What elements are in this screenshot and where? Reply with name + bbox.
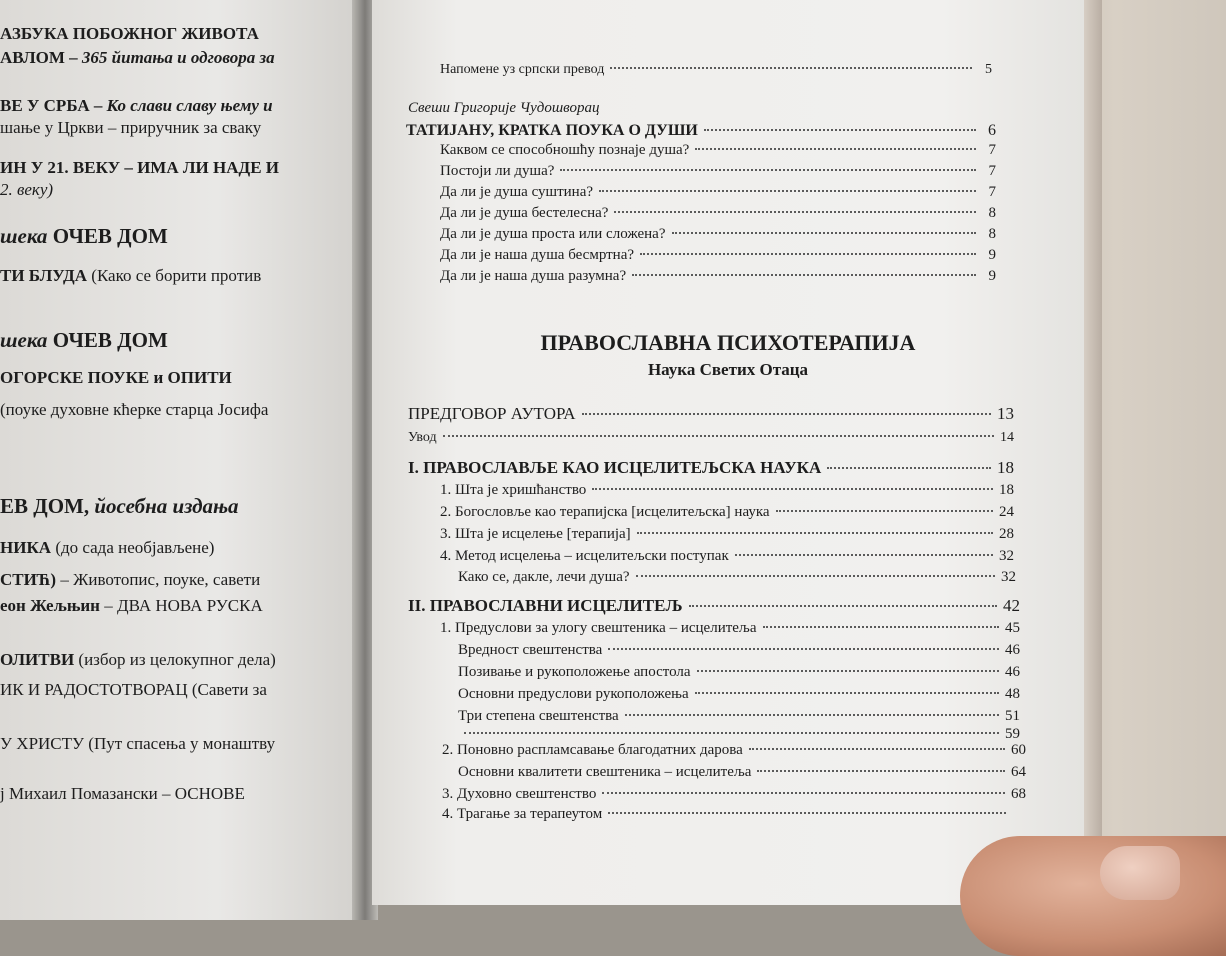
toc-leader-dots bbox=[695, 148, 976, 150]
toc-entry-title: Вредност свештенства bbox=[458, 642, 603, 658]
toc-entry bbox=[442, 786, 1026, 803]
toc-entry-page: 45 bbox=[1005, 620, 1020, 636]
left-page-line bbox=[0, 96, 273, 116]
toc-entry-page: 7 bbox=[988, 184, 996, 200]
toc-leader-dots bbox=[697, 670, 999, 672]
left-page-line-segment: шање у Цркви – приручник за сваку bbox=[0, 118, 262, 137]
toc-entry bbox=[440, 526, 1014, 543]
toc-entry-page: 13 bbox=[997, 404, 1014, 423]
toc-entry-page: 24 bbox=[999, 504, 1014, 520]
left-page-line-segment: СТИЋ) bbox=[0, 570, 57, 589]
toc-subentry bbox=[440, 226, 996, 243]
left-page-line-segment: 2. веку) bbox=[0, 180, 54, 199]
thumbnail bbox=[1100, 846, 1180, 900]
toc-entry bbox=[440, 620, 1020, 637]
toc-subentry bbox=[440, 247, 996, 264]
left-page-line bbox=[0, 784, 245, 804]
left-page-line-segment: ј Михаил Помазански – ОСНОВЕ bbox=[0, 784, 245, 803]
right-page bbox=[372, 0, 1084, 905]
toc-entry bbox=[408, 458, 1014, 478]
toc-leader-dots bbox=[749, 748, 1005, 750]
left-page-line-segment: ОГОРСКЕ ПОУКЕ и ОПИТИ bbox=[0, 368, 232, 387]
toc-entry-page: 9 bbox=[988, 268, 996, 284]
toc-entry-page: 8 bbox=[988, 205, 996, 221]
toc-entry-title: 3. Духовно свештенство bbox=[442, 786, 597, 802]
toc-leader-dots bbox=[672, 232, 977, 234]
toc-entry-title: 2. Богословље као терапијска [исцелитељска] наука bbox=[440, 504, 770, 520]
toc-leader-dots bbox=[689, 605, 998, 607]
left-page-line bbox=[0, 180, 53, 200]
toc-entry-page: 9 bbox=[988, 247, 996, 263]
toc-leader-dots bbox=[464, 732, 999, 734]
toc-entry-tatijanu bbox=[406, 122, 996, 140]
toc-entry bbox=[458, 642, 1020, 659]
toc-entry-page: 7 bbox=[988, 163, 996, 179]
toc-entry-title: ТАТИЈАНУ, КРАТКА ПОУКА О ДУШИ bbox=[406, 122, 698, 139]
toc-leader-dots bbox=[582, 413, 991, 415]
toc-entry-page: 7 bbox=[988, 142, 996, 158]
toc-entry-title: Како се, дакле, лечи душа? bbox=[458, 569, 630, 585]
left-page-line-segment: – ДВА НОВА РУСКА bbox=[99, 596, 263, 615]
toc-entry-page: 8 bbox=[988, 226, 996, 242]
toc-entry-title: Три степена свештенства bbox=[458, 708, 619, 724]
toc-entry-page: 51 bbox=[1005, 708, 1020, 724]
toc-entry-notes bbox=[440, 62, 992, 78]
left-page-line-segment: йосебна издања bbox=[94, 494, 239, 518]
toc-leader-dots bbox=[757, 770, 1005, 772]
toc-entry-title: Позивање и рукоположење апостола bbox=[458, 664, 691, 680]
left-page-line bbox=[0, 650, 276, 670]
toc-entry-page: 42 bbox=[1003, 596, 1020, 615]
toc-entry bbox=[440, 548, 1014, 565]
toc-entry-page: 5 bbox=[985, 62, 992, 77]
left-page-line bbox=[0, 158, 279, 178]
toc-entry-title: II. ПРАВОСЛАВНИ ИСЦЕЛИТЕЉ bbox=[408, 596, 683, 615]
toc-entry-title: Да ли је душа проста или сложена? bbox=[440, 226, 666, 242]
toc-entry bbox=[408, 596, 1020, 616]
left-page-line-segment: АВЛОМ – bbox=[0, 48, 82, 67]
toc-leader-dots bbox=[636, 575, 995, 577]
left-page-line-segment: ОЧЕВ ДОМ bbox=[52, 328, 168, 352]
toc-entry bbox=[408, 430, 1014, 446]
toc-leader-dots bbox=[632, 274, 976, 276]
toc-entry-page: 46 bbox=[1005, 642, 1020, 658]
thumb bbox=[960, 836, 1226, 956]
toc-entry-title: Основни предуслови рукоположења bbox=[458, 686, 689, 702]
left-page-line-segment: еон Жељњин bbox=[0, 596, 100, 615]
left-page-line bbox=[0, 734, 275, 754]
toc-leader-dots bbox=[608, 648, 999, 650]
left-page-line bbox=[0, 118, 261, 138]
toc-leader-dots bbox=[695, 692, 999, 694]
left-page-line bbox=[0, 224, 168, 249]
toc-leader-dots bbox=[592, 488, 993, 490]
left-page-line-segment: шека bbox=[0, 328, 53, 352]
left-page-line bbox=[0, 368, 232, 388]
toc-entry-title: ПРЕДГОВОР АУТОРА bbox=[408, 404, 576, 423]
toc-leader-dots bbox=[763, 626, 1000, 628]
toc-entry-page: 68 bbox=[1011, 786, 1026, 802]
toc-entry bbox=[458, 708, 1020, 725]
toc-leader-dots bbox=[614, 211, 976, 213]
toc-entry-page: 18 bbox=[997, 458, 1014, 477]
left-page-line-segment: НИКА bbox=[0, 538, 52, 557]
left-page-line bbox=[0, 538, 214, 558]
section-subtitle: Наука Светих Отаца bbox=[647, 360, 809, 379]
left-page-line-segment: (Како се борити против bbox=[87, 266, 262, 285]
toc-entry-page: 48 bbox=[1005, 686, 1020, 702]
toc-entry-title: 4. Трагање за терапеутом bbox=[442, 806, 603, 822]
toc-entry-title: 3. Шта је исцелење [терапија] bbox=[440, 526, 631, 542]
toc-entry bbox=[458, 726, 1020, 743]
left-page-line-segment: ВЕ У СРБА – bbox=[0, 96, 107, 115]
left-page-line-segment: шека bbox=[0, 224, 53, 248]
toc-entry-title: Постоји ли душа? bbox=[440, 163, 555, 179]
toc-leader-dots bbox=[610, 67, 972, 69]
toc-entry-title: Да ли је душа суштина? bbox=[440, 184, 594, 200]
toc-entry-title: 1. Предуслови за улогу свештеника – исцелитеља bbox=[440, 620, 757, 636]
left-page-line-segment: ОЛИТВИ bbox=[0, 650, 75, 669]
left-page-line-segment: (до сада необјављене) bbox=[51, 538, 215, 557]
left-page-line bbox=[0, 570, 260, 590]
left-page-line bbox=[0, 266, 261, 286]
toc-entry-page: 18 bbox=[999, 482, 1014, 498]
left-page-line-segment: 365 йитања и одговора за bbox=[81, 48, 275, 67]
left-page-line bbox=[0, 680, 267, 700]
toc-leader-dots bbox=[827, 467, 991, 469]
toc-entry-page: 6 bbox=[988, 122, 996, 139]
toc-entry-page: 46 bbox=[1005, 664, 1020, 680]
left-page-line bbox=[0, 328, 168, 353]
toc-subentry bbox=[440, 205, 996, 222]
toc-leader-dots bbox=[735, 554, 993, 556]
left-page-line-segment: У ХРИСТУ (Пут спасења у монаштву bbox=[0, 734, 276, 753]
toc-entry bbox=[440, 504, 1014, 521]
toc-entry-title: Увод bbox=[408, 430, 437, 445]
left-page-line-segment: ИН У 21. ВЕКУ – ИМА ЛИ НАДЕ И bbox=[0, 158, 280, 177]
left-page-line-segment: – Животопис, поуке, савети bbox=[56, 570, 261, 589]
toc-entry bbox=[440, 482, 1014, 499]
left-page-line-segment: (избор из целокупног дела) bbox=[74, 650, 276, 669]
toc-entry bbox=[408, 404, 1014, 424]
toc-entry-page: 64 bbox=[1011, 764, 1026, 780]
left-page-line bbox=[0, 48, 275, 68]
toc-entry-title: Основни квалитети свештеника – исцелитеља bbox=[458, 764, 752, 780]
section-title: ПРАВОСЛАВНА ПСИХОТЕРАПИЈА bbox=[540, 330, 916, 355]
toc-subentry bbox=[440, 184, 996, 201]
toc-subentry bbox=[440, 268, 996, 285]
left-page-line bbox=[0, 400, 268, 420]
toc-entry-title: Каквом се способношћу познаје душа? bbox=[440, 142, 690, 158]
toc-entry bbox=[442, 742, 1026, 759]
toc-entry-page: 32 bbox=[999, 548, 1014, 564]
toc-entry-page: 28 bbox=[999, 526, 1014, 542]
toc-entry bbox=[442, 806, 1026, 823]
toc-entry-page: 14 bbox=[1000, 430, 1014, 445]
toc-entry-title: 4. Метод исцелења – исцелитељски поступак bbox=[440, 548, 729, 564]
left-page bbox=[0, 0, 362, 920]
toc-subentry bbox=[440, 142, 996, 159]
toc-leader-dots bbox=[625, 714, 999, 716]
left-page-line bbox=[0, 24, 259, 44]
toc-leader-dots bbox=[776, 510, 993, 512]
left-page-line-segment: ЕВ ДОМ, bbox=[0, 494, 95, 518]
toc-entry bbox=[458, 569, 1016, 586]
toc-entry bbox=[458, 764, 1026, 781]
toc-subentry bbox=[440, 163, 996, 180]
toc-entry-title: 1. Шта је хришћанство bbox=[440, 482, 587, 498]
toc-entry-page: 32 bbox=[1001, 569, 1016, 585]
toc-entry-title: Да ли је наша душа бесмртна? bbox=[440, 247, 635, 263]
toc-entry bbox=[458, 686, 1020, 703]
left-page-line-segment: Ко слави славу њему и bbox=[106, 96, 273, 115]
toc-leader-dots bbox=[640, 253, 976, 255]
toc-entry-title: I. ПРАВОСЛАВЉЕ КАО ИСЦЕЛИТЕЉСКА НАУКА bbox=[408, 458, 822, 477]
toc-entry-page: 60 bbox=[1011, 742, 1026, 758]
left-page-line-segment: ИК И РАДОСТОТВОРАЦ (Савети за bbox=[0, 680, 267, 699]
toc-entry-title: 2. Поновно распламсавање благодатних дарова bbox=[442, 742, 743, 758]
toc-leader-dots bbox=[560, 169, 976, 171]
left-page-line-segment: ОЧЕВ ДОМ bbox=[52, 224, 168, 248]
toc-entry-title: Напомене уз српски превод bbox=[440, 62, 605, 77]
left-page-line-segment: ТИ БЛУДА bbox=[0, 266, 88, 285]
toc-leader-dots bbox=[443, 435, 994, 437]
toc-entry-page: 59 bbox=[1005, 726, 1020, 742]
toc-entry-title: Да ли је душа бестелесна? bbox=[440, 205, 609, 221]
toc-leader-dots bbox=[599, 190, 976, 192]
toc-entry bbox=[458, 664, 1020, 681]
left-page-line bbox=[0, 494, 239, 519]
left-page-line-segment: АЗБУКА ПОБОЖНОГ ЖИВОТА bbox=[0, 24, 259, 43]
toc-leader-dots bbox=[608, 812, 1006, 814]
toc-leader-dots bbox=[602, 792, 1005, 794]
left-page-line bbox=[0, 596, 263, 616]
toc-entry-title: Да ли је наша душа разумна? bbox=[440, 268, 627, 284]
toc-leader-dots bbox=[637, 532, 993, 534]
author-name: Свеши Григорије Чудошворац bbox=[408, 100, 600, 116]
left-page-line-segment: (поуке духовне кћерке старца Јосифа bbox=[0, 400, 269, 419]
toc-leader-dots bbox=[704, 129, 976, 131]
